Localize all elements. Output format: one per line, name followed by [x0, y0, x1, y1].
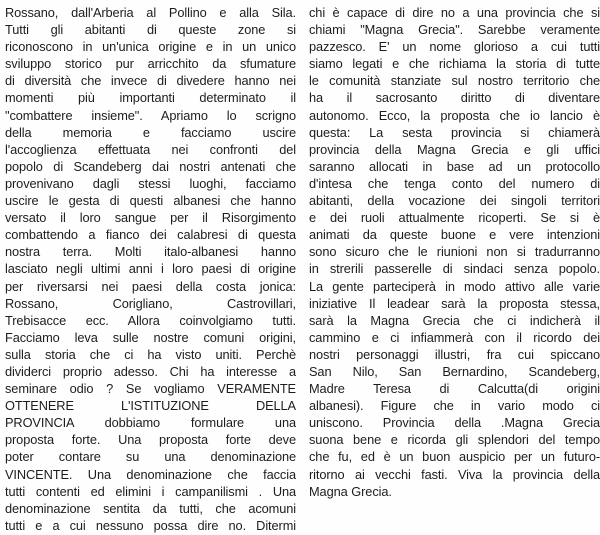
text-line: pazzesco. E' un nome glorioso a cui tutti — [309, 39, 600, 55]
article-column-left — [5, 4, 296, 535]
text-line: ritorno ai vecchi fasti. Viva la provincia della — [309, 466, 600, 482]
text-line: cammino e ci infiammerà con il ricordo dei — [309, 329, 600, 345]
text-line: chiami "Magna Grecia". Sarebbe veramente — [309, 22, 600, 38]
text-line: provincia della Magna Grecia e gli uffici — [309, 141, 600, 157]
text-line: nostra terra. Molti italo-albanesi hanno — [5, 244, 296, 260]
text-line: sarà la Magna Grecia che ci indicherà il — [309, 312, 600, 328]
text-line: per riversarsi nei paesi della costa jonica: — [5, 278, 296, 294]
text-line: Rossano, dall'Arberia al Pollino e alla Sila. — [5, 5, 296, 20]
text-line: in strerili passerelle di sindaci senza popolo. — [309, 261, 600, 277]
text-line: lasciato negli ultimi anni i loro paesi di origine — [5, 261, 296, 277]
text-line: iniziative Il leadear sarà la proposta stessa, — [309, 295, 600, 311]
text-line: combattendo a fianco dei calabresi di questa — [5, 227, 296, 243]
text-line: suona bene e ricorda gli splendori del tempo — [309, 432, 600, 448]
text-line: Trebisacce ecc. Allora coinvolgiamo tutti. — [5, 312, 296, 328]
text-line: tutti e a cui nessuno possa dire no. Ditermi — [5, 517, 296, 533]
text-line: l'accoglienza effettuata nei confronti del — [5, 141, 296, 157]
text-line: e dei ruoli attualmente ricoperti. Se si è — [309, 210, 600, 226]
text-line: Tutti gli abitanti di queste zone si — [5, 22, 296, 38]
text-line: San Nilo, San Bernardino, Scandeberg, — [309, 363, 600, 379]
text-line: uscire le gesta di questi albanesi che hanno — [5, 193, 296, 209]
text-line: questa: La sesta provincia si chiamerà — [309, 124, 600, 140]
text-line: tutti contenti ed elimini i campanilismi . Una — [5, 483, 296, 499]
text-line: denominazione sentita da tutti, che acomuni — [5, 500, 296, 516]
text-line: Madre Teresa di Calcutta(di origini — [309, 381, 600, 397]
text-line: abitanti, della vocazione dei singoli territori — [309, 193, 600, 209]
text-line: dividerci proprio adesso. Chi ha interesse a — [5, 363, 296, 379]
text-line: autonomo. Ecco, la proposta che io lancio è — [309, 107, 600, 123]
text-line: siamo legati e che richiama la storia di tutte — [309, 56, 600, 72]
text-line: di diversità che invece di divedere hanno nei — [5, 73, 296, 89]
article-column-right — [309, 4, 600, 535]
text-line: La gente parteciperà in modo attivo alle varie — [309, 278, 600, 294]
text-line: proposta forte. Una proposta forte deve — [5, 432, 296, 448]
text-line: Magna Grecia. — [309, 483, 392, 499]
text-line: poter contare su una denominazione — [5, 449, 296, 465]
text-line: chi è capace di dire no a una provincia che si — [309, 5, 600, 20]
text-line: Facciamo leva sulle nostre comuni origini, — [5, 329, 296, 345]
text-line: d'intesa che tenga conto del numero di — [309, 175, 600, 191]
text-line: sviluppo storico pur arricchito da sfumature — [5, 56, 296, 72]
text-line: ha il sacrosanto diritto di diventare — [309, 90, 600, 106]
text-line: sulla storia che ci ha visto uniti. Perchè — [5, 346, 296, 362]
text-line: riconoscono in un'unica origine e in un unico — [5, 39, 296, 55]
text-line: che fu, ed è un buon auspicio per un futuro- — [309, 449, 600, 465]
text-line: della memoria e facciamo uscire — [5, 124, 296, 140]
text-line: Rossano, Corigliano, Castrovillari, — [5, 295, 296, 311]
text-line: albanesi). Figure che in vario modo ci — [309, 398, 600, 414]
text-line: uniscono. Provincia della .Magna Grecia — [309, 415, 600, 431]
text-line: popolo di Scandeberg dai nostri antenati che — [5, 158, 296, 174]
text-line: seminare odio ? Se vogliamo VERAMENTE — [5, 381, 296, 397]
text-line: "combattere insieme". Apriamo lo scrigno — [5, 107, 296, 123]
text-line: animati da queste buone e vere intenzioni — [309, 227, 600, 243]
text-line: VINCENTE. Una denominazione che faccia — [5, 466, 296, 482]
text-line: versato il loro sangue per il Risorgimento — [5, 210, 296, 226]
text-line: saranno allocati in base ad un protocollo — [309, 158, 600, 174]
text-line: OTTENERE L'ISTITUZIONE DELLA — [5, 398, 296, 414]
text-line: provenivano dagli stessi luoghi, facciamo — [5, 175, 296, 191]
text-line: le comunità stanziate sul nostro territorio che — [309, 73, 600, 89]
text-line: PROVINCIA dobbiamo formulare una — [5, 415, 296, 431]
text-line: nostri personaggi illustri, fra cui spiccano — [309, 346, 600, 362]
text-line: sono sicuro che le riunioni non si tradurranno — [309, 244, 600, 260]
text-line: momenti più importanti determinato il — [5, 90, 296, 106]
